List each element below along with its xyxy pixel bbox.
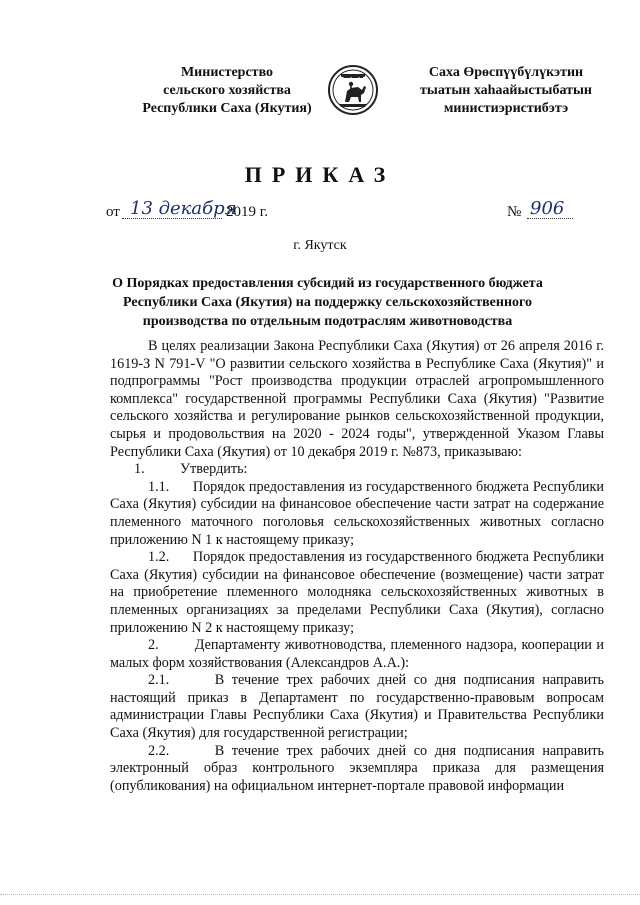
ministry-name-yakut [396, 64, 616, 118]
letterhead [0, 64, 640, 128]
coat-of-arms-emblem-icon [327, 64, 379, 116]
ministry-name-russian [122, 64, 332, 118]
list-item [110, 637, 604, 672]
order-body [110, 338, 604, 795]
date-number-line [0, 200, 640, 226]
list-item [110, 461, 604, 479]
list-item [110, 743, 604, 796]
list-item [110, 479, 604, 549]
handwritten-date: 13 декабря [130, 198, 237, 219]
order-subject-heading: О Порядках предоставления субсидий из государственного бюджета Республики Саха (Якутия) на поддержку сельскохозяйственного производства по отдельным подотраслям животноводства [112, 276, 543, 329]
item-number: 2. [148, 637, 159, 654]
ministry-name-line: министиэристибэтэ [443, 101, 569, 116]
list-item [110, 672, 604, 742]
item-number: 1. [134, 461, 145, 478]
ministry-name-line: тыатын хаһаайыстыбатын [420, 83, 592, 98]
item-number: 1.2. [148, 549, 170, 566]
ministry-name-line: Республики Саха (Якутия) [142, 101, 312, 116]
item-text: Департаменту животноводства, племенного надзора, кооперации и малых форм хозяйствования (Александров А.А.): [110, 637, 605, 671]
ministry-name-line: Министерство [180, 65, 274, 80]
item-number: 1.1. [148, 478, 170, 495]
item-text: В течение трех рабочих дней со дня подписания направить электронный образ контрольного экземпляра приказа для размещения (опубликования) на официальном интернет-портале правовой информации [110, 742, 604, 794]
item-text: Порядок предоставления из государственного бюджета Республики Саха (Якутия) субсидии на финансовое обеспечение части затрат на содержание племенного маточного поголовья сельскохозяйственных животных согласно приложению N 1 к настоящему приказу; [110, 478, 605, 548]
document-title: ПРИКАЗ [244, 162, 396, 187]
number-sign: № [507, 204, 522, 220]
list-item [110, 549, 604, 637]
city-line: г. Якутск [293, 238, 347, 253]
date-from-label: от [106, 204, 120, 220]
item-number: 2.2. [148, 742, 170, 759]
item-text: Утвердить: [180, 461, 248, 478]
item-number: 2.1. [148, 672, 170, 689]
intro-paragraph: В целях реализации Закона Республики Саха (Якутия) от 26 апреля 2016 г. 1619-З N 791-V "О развитии сельского хозяйства в Республике Саха (Якутия)" и подпрограммы "Рост производства продукции отраслей агропромышленного комплекса" государственной программы Республики Саха (Якутия) "Развитие сельского хозяйства и регулирование рынков сельскохозяйственной продукции, сырья и продовольствия на 2020 - 2024 годы", утвержденной Указом Главы Республики Саха (Якутия) от 10 декабря 2019 г. №873, приказываю: [110, 338, 604, 460]
scan-edge-divider [0, 894, 640, 895]
date-year: 2019 г. [226, 204, 268, 220]
ministry-name-line: сельского хозяйства [163, 83, 291, 98]
handwritten-order-number: 906 [530, 198, 565, 219]
ministry-name-line: Саха Өрөспүүбүлүкэтин [428, 65, 584, 80]
item-text: В течение трех рабочих дней со дня подписания направить настоящий приказ в Департамент по государственно-правовым вопросам администрации Главы Республики Саха (Якутия) и Правительства Республики Саха (Якутия) для государственной регистрации; [110, 672, 604, 742]
item-text: Порядок предоставления из государственного бюджета Республики Саха (Якутия) субсидии на финансовое обеспечение (возмещение) части затрат на приобретение племенного молодняка сельскохозяйственных животных в племенных организациях за пределами Республики Саха (Якутия), согласно приложению N 2 к настоящему приказу; [110, 549, 605, 636]
